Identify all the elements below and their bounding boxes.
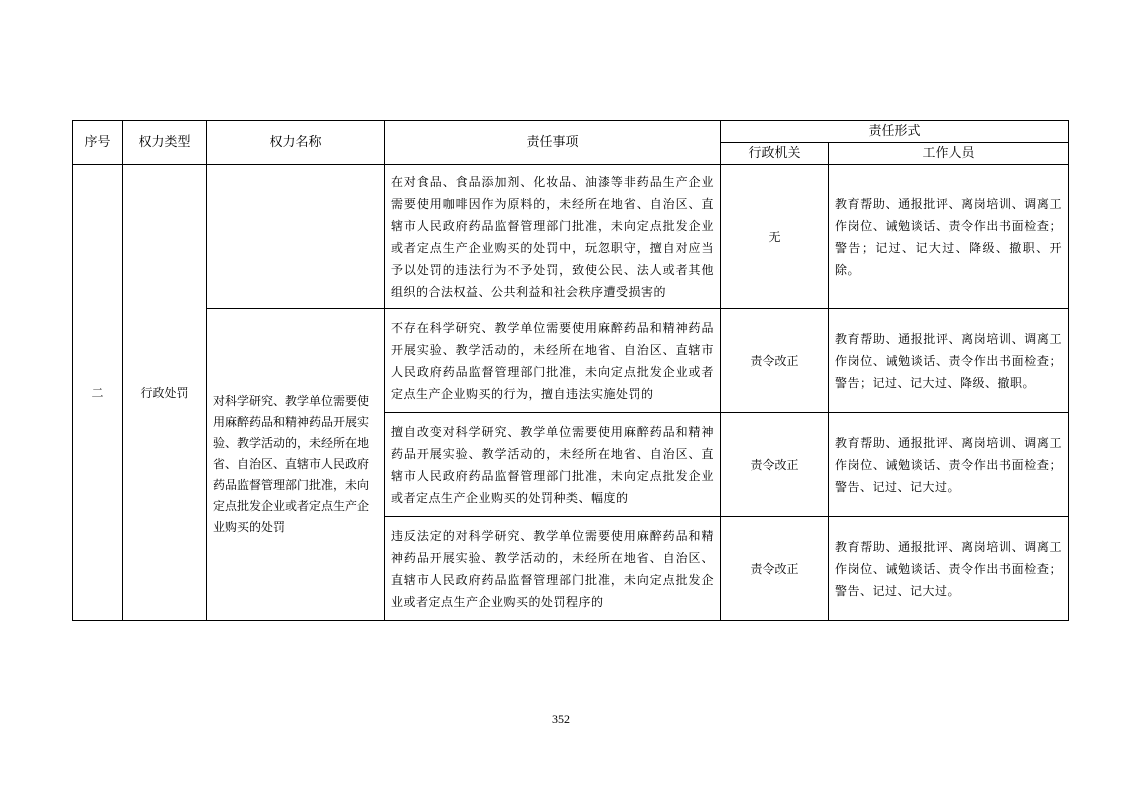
staff-form: 教育帮助、通报批评、离岗培训、调离工作岗位、诫勉谈话、责令作出书面检查；警告、记过、记大过。	[829, 517, 1069, 621]
table-row	[73, 309, 1069, 413]
staff-form: 教育帮助、通报批评、离岗培训、调离工作岗位、诫勉谈话、责令作出书面检查；警告、记过、记大过。	[829, 413, 1069, 517]
responsibility-item: 擅自改变对科学研究、教学单位需要使用麻醉药品和精神药品开展实验、教学活动的，未经所在地省、自治区、直辖市人民政府药品监督管理部门批准，未向定点批发企业或者定点生产企业购买的处罚种类、幅度的	[385, 413, 721, 517]
header-agency: 行政机关	[721, 143, 829, 165]
header-power-name: 权力名称	[207, 121, 385, 165]
header-responsibility-form: 责任形式	[721, 121, 1069, 143]
staff-form: 教育帮助、通报批评、离岗培训、调离工作岗位、诫勉谈话、责令作出书面检查；警告；记过、记大过、降级、撤职、开除。	[829, 165, 1069, 309]
staff-form: 教育帮助、通报批评、离岗培训、调离工作岗位、诫勉谈话、责令作出书面检查；警告；记过、记大过、降级、撤职。	[829, 309, 1069, 413]
group-power-type: 行政处罚	[123, 165, 207, 621]
header-power-type: 权力类型	[123, 121, 207, 165]
group-power-name: 对科学研究、教学单位需要使用麻醉药品和精神药品开展实验、教学活动的，未经所在地省、自治区、直辖市人民政府药品监督管理部门批准，未向定点批发企业或者定点生产企业购买的处罚	[207, 309, 385, 621]
group-seq: 二	[73, 165, 123, 621]
agency-form: 责令改正	[721, 517, 829, 621]
responsibility-item: 违反法定的对科学研究、教学单位需要使用麻醉药品和精神药品开展实验、教学活动的，未经所在地省、自治区、直辖市人民政府药品监督管理部门批准，未向定点批发企业或者定点生产企业购买的处罚程序的	[385, 517, 721, 621]
header-staff: 工作人员	[829, 143, 1069, 165]
agency-form: 无	[721, 165, 829, 309]
responsibility-table	[72, 120, 1069, 621]
page-number: 352	[552, 712, 570, 726]
agency-form: 责令改正	[721, 413, 829, 517]
header-row-1	[73, 121, 1069, 143]
header-responsibility: 责任事项	[385, 121, 721, 165]
table-row	[73, 165, 1069, 309]
header-seq: 序号	[73, 121, 123, 165]
responsibility-item: 不存在科学研究、教学单位需要使用麻醉药品和精神药品开展实验、教学活动的，未经所在地省、自治区、直辖市人民政府药品监督管理部门批准，未向定点批发企业或者定点生产企业购买的行为，擅自违法实施处罚的	[385, 309, 721, 413]
agency-form: 责令改正	[721, 309, 829, 413]
group-power-name-empty	[207, 165, 385, 309]
responsibility-item: 在对食品、食品添加剂、化妆品、油漆等非药品生产企业需要使用咖啡因作为原料的，未经所在地省、自治区、直辖市人民政府药品监督管理部门批准，未向定点批发企业或者定点生产企业购买的处罚中，玩忽职守，擅自对应当予以处罚的违法行为不予处罚，致使公民、法人或者其他组织的合法权益、公共利益和社会秩序遭受损害的	[385, 165, 721, 309]
